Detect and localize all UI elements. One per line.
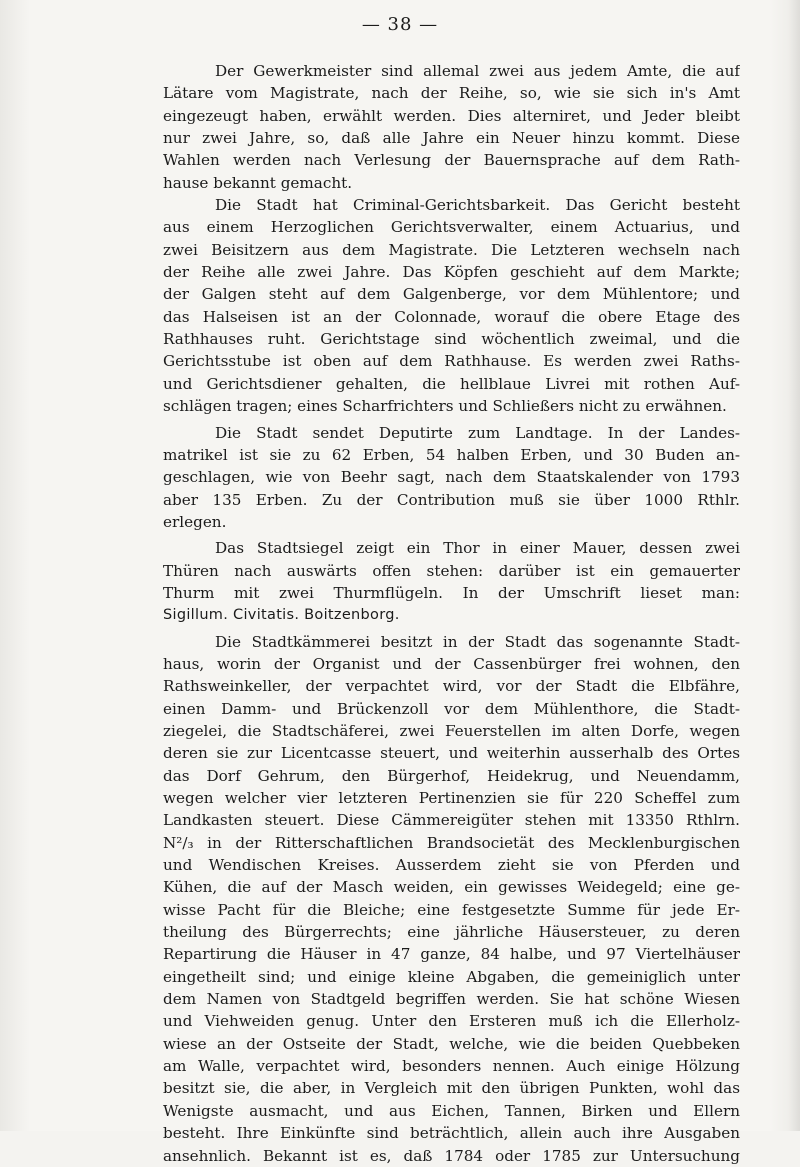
text-line: aber 135 Erben. Zu der Contribution muß sie über 1000 Rthlr.: [163, 490, 740, 509]
page-edge-shadow: [788, 0, 800, 1131]
text-line: erlegen.: [163, 512, 227, 531]
paragraph-stadtsiegel: [163, 537, 740, 626]
text-line: Gerichtsstube ist oben auf dem Rathhause. Es werden zwei Raths-: [163, 352, 740, 371]
text-line: besteht. Ihre Einkünfte sind beträchtlich, allein auch ihre Ausgaben: [163, 1124, 740, 1143]
text-line: Thurm mit zwei Thurmflügeln. In der Umschrift lieset man:: [163, 583, 740, 602]
text-line: ansehnlich. Bekannt ist es, daß 1784 oder 1785 zur Untersuchung: [163, 1146, 740, 1165]
text-line: Die Stadt hat Criminal-Gerichtsbarkeit. Das Gericht besteht: [215, 196, 740, 215]
paragraph-gewerkmeister: [163, 60, 740, 194]
text-line: eingetheilt sind; und einige kleine Abgaben, die gemeiniglich unter: [163, 967, 740, 986]
text-line: das Halseisen ist an der Colonnade, worauf die obere Etage des: [163, 307, 740, 326]
text-line: deren sie zur Licentcasse steuert, und weiterhin ausserhalb des Ortes: [163, 744, 740, 763]
text-line: Die Stadt sendet Deputirte zum Landtage. In der Landes-: [215, 423, 740, 442]
paragraph-stadtkaemmerei: [163, 631, 740, 1167]
text-line: und Gerichtsdiener gehalten, die hellblaue Livrei mit rothen Auf-: [163, 374, 740, 393]
text-line: wegen welcher vier letzteren Pertinenzien sie für 220 Scheffel zum: [163, 789, 740, 807]
text-line: wiese an der Ostseite der Stadt, welche, wie die beiden Quebbeken: [163, 1034, 740, 1053]
text-line: einen Damm- und Brückenzoll vor dem Mühlenthore, die Stadt-: [163, 699, 740, 718]
paragraph-landtag: [163, 422, 740, 534]
body-text: [163, 60, 740, 1167]
text-line: Wahlen werden nach Verlesung der Bauernsprache auf dem Rath-: [163, 151, 740, 170]
text-line: ziegelei, die Stadtschäferei, zwei Feuerstellen im alten Dorfe, wegen: [163, 721, 740, 740]
text-line: besitzt sie, die aber, in Vergleich mit den übrigen Punkten, wohl das: [163, 1079, 740, 1098]
text-line: dem Namen von Stadtgeld begriffen werden. Sie hat schöne Wiesen: [163, 990, 740, 1009]
text-line: Repartirung die Häuser in 47 ganze, 84 halbe, und 97 Viertelhäuser: [163, 945, 740, 964]
text-line: eingezeugt haben, erwählt werden. Dies alterniret, und Jeder bleibt: [163, 106, 740, 125]
text-line: matrikel ist sie zu 62 Erben, 54 halben Erben, und 30 Buden an-: [163, 445, 740, 464]
text-line: theilung des Bürgerrechts; eine jährliche Häusersteuer, zu deren: [163, 923, 740, 942]
text-line: hause bekannt gemacht.: [163, 173, 353, 192]
text-line: haus, worin der Organist und der Cassenbürger frei wohnen, den: [163, 654, 740, 673]
text-line: der Galgen steht auf dem Galgenberge, vor dem Mühlentore; und: [163, 285, 740, 304]
text-line: geschlagen, wie von Beehr sagt, nach dem Staatskalender von 1793: [163, 468, 740, 487]
text-line: wisse Pacht für die Bleiche; eine festgesetzte Summe für jede Er-: [163, 900, 740, 919]
text-line: Kühen, die auf der Masch weiden, ein gewisses Weidegeld; eine ge-: [163, 878, 740, 897]
text-line: und Viehweiden genug. Unter den Ersteren muß ich die Ellerholz-: [163, 1012, 740, 1031]
page-number: — 38 —: [361, 14, 439, 35]
text-line: Rathhauses ruht. Gerichtstage sind wöchentlich zweimal, und die: [163, 330, 740, 349]
text-line: nur zwei Jahre, so, daß alle Jahre ein Neuer hinzu kommt. Diese: [163, 129, 740, 148]
text-line: Landkasten steuert. Diese Cämmereigüter stehen mit 13350 Rthlrn.: [163, 811, 740, 830]
text-line: Lätare vom Magistrate, nach der Reihe, so, wie sie sich in's Amt: [163, 84, 740, 103]
text-line: schlägen tragen; eines Scharfrichters und Schließers nicht zu erwähnen.: [163, 397, 727, 416]
seal-inscription: Sigillum. Civitatis. Boitzenborg.: [163, 607, 400, 624]
text-line: Die Stadtkämmerei besitzt in der Stadt das sogenannte Stadt-: [215, 632, 740, 651]
text-line: aus einem Herzoglichen Gerichtsverwalter, einem Actuarius, und: [163, 218, 740, 237]
text-line: der Reihe alle zwei Jahre. Das Köpfen geschieht auf dem Markte;: [163, 263, 740, 282]
text-line: Thüren nach auswärts offen stehen: darüber ist ein gemauerter: [163, 561, 740, 580]
text-line: Rathsweinkeller, der verpachtet wird, vor der Stadt die Elbfähre,: [163, 677, 740, 696]
text-line: Das Stadtsiegel zeigt ein Thor in einer Mauer, dessen zwei: [215, 539, 740, 558]
text-line: das Dorf Gehrum, den Bürgerhof, Heidekrug, und Neuendamm,: [163, 766, 740, 785]
text-line: Wenigste ausmacht, und aus Eichen, Tannen, Birken und Ellern: [163, 1101, 740, 1120]
text-line: und Wendischen Kreises. Ausserdem zieht sie von Pferden und: [163, 856, 740, 875]
text-line: N²/₃ in der Ritterschaftlichen Brandsocietät des Mecklenburgischen: [163, 833, 740, 852]
text-line: zwei Beisitzern aus dem Magistrate. Die Letzteren wechseln nach: [163, 240, 740, 259]
text-line: Der Gewerkmeister sind allemal zwei aus jedem Amte, die auf: [215, 62, 740, 80]
paragraph-gerichtsbarkeit: [163, 194, 740, 417]
text-line: am Walle, verpachtet wird, besonders nennen. Auch einige Hölzung: [163, 1057, 740, 1076]
